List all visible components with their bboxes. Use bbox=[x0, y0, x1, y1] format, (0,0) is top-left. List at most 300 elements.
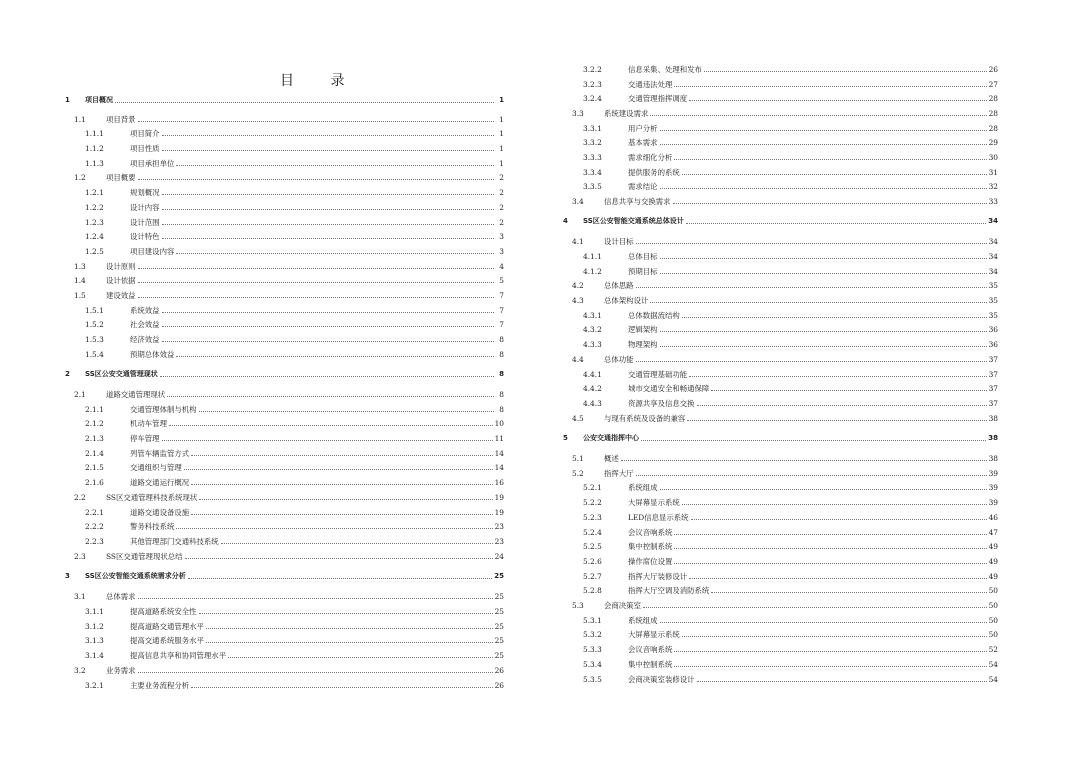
toc-dot-leader bbox=[228, 657, 493, 658]
toc-entry[interactable] bbox=[62, 141, 504, 153]
toc-dot-leader bbox=[691, 519, 987, 520]
toc-entry-label: 交通管理指挥调度 bbox=[628, 94, 688, 103]
toc-entry[interactable] bbox=[62, 490, 504, 502]
toc-entry[interactable] bbox=[62, 534, 504, 546]
toc-dot-leader bbox=[199, 613, 493, 614]
toc-dot-leader bbox=[184, 469, 493, 470]
toc-entry[interactable] bbox=[62, 244, 504, 256]
toc-entry-page: 1 bbox=[499, 115, 504, 124]
toc-entry-label: 指挥大厅空调及消防系统 bbox=[628, 586, 710, 595]
toc-entry[interactable] bbox=[62, 475, 504, 487]
toc-entry-page: 2 bbox=[499, 188, 504, 197]
toc-entry-page: 7 bbox=[499, 320, 504, 329]
toc-dot-leader bbox=[711, 592, 986, 593]
toc-entry-number: 1.2.4 bbox=[85, 232, 104, 241]
toc-entry[interactable] bbox=[560, 525, 998, 537]
toc-entry-number: 1.4 bbox=[74, 276, 86, 285]
toc-entry-number: 1.5.4 bbox=[85, 350, 104, 359]
toc-entry-page: 1 bbox=[499, 96, 504, 104]
toc-dot-leader bbox=[138, 672, 493, 673]
toc-entry-number: 4 bbox=[563, 217, 568, 225]
toc-entry-number: 5.2.8 bbox=[583, 586, 602, 595]
toc-entry-page: 2 bbox=[499, 218, 504, 227]
toc-entry-label: 信息采集、处理和发布 bbox=[628, 65, 702, 74]
toc-dot-leader bbox=[621, 460, 987, 461]
toc-entry-label: 项目背景 bbox=[106, 115, 136, 124]
toc-entry-label: 提高道路系统安全性 bbox=[130, 607, 197, 616]
toc-entry[interactable] bbox=[560, 150, 998, 162]
toc-entry-page: 8 bbox=[499, 350, 504, 359]
toc-entry-number: 5.2.4 bbox=[583, 528, 602, 537]
toc-entry-label: 设计范围 bbox=[130, 218, 160, 227]
toc-entry-number: 3.4 bbox=[572, 197, 584, 206]
toc-dot-leader bbox=[660, 622, 987, 623]
toc-entry-page: 49 bbox=[988, 557, 998, 566]
toc-entry-page: 1 bbox=[499, 129, 504, 138]
toc-entry-label: 其他管理部门交通科技系统 bbox=[130, 537, 219, 546]
toc-entry-number: 4.5 bbox=[572, 414, 584, 423]
toc-entry[interactable] bbox=[560, 194, 998, 206]
toc-entry[interactable] bbox=[560, 569, 998, 581]
toc-entry-page: 49 bbox=[988, 572, 998, 581]
toc-dot-leader bbox=[162, 312, 494, 313]
toc-entry[interactable] bbox=[560, 613, 998, 625]
toc-entry[interactable] bbox=[62, 332, 504, 344]
toc-dot-leader bbox=[191, 484, 492, 485]
toc-entry-number: 5.2.3 bbox=[583, 513, 602, 522]
toc-entry-number: 3.3.1 bbox=[583, 124, 602, 133]
toc-entry-page: 35 bbox=[988, 281, 998, 290]
toc-entry-number: 4.1.2 bbox=[583, 267, 602, 276]
toc-dot-leader bbox=[641, 440, 986, 441]
toc-entry-page: 28 bbox=[988, 124, 998, 133]
toc-entry[interactable] bbox=[560, 249, 998, 261]
toc-entry-label: 提高信息共享和协同管理水平 bbox=[130, 651, 227, 660]
toc-entry-label: 总体目标 bbox=[628, 252, 658, 261]
toc-entry-number: 4.3.2 bbox=[583, 325, 602, 334]
toc-entry-number: 5.2.5 bbox=[583, 542, 602, 551]
toc-entry-page: 50 bbox=[988, 630, 998, 639]
toc-entry[interactable] bbox=[62, 549, 504, 561]
toc-entry-page: 38 bbox=[988, 434, 998, 442]
toc-dot-leader bbox=[176, 356, 494, 357]
toc-entry[interactable] bbox=[560, 337, 998, 349]
toc-entry-page: 49 bbox=[988, 542, 998, 551]
toc-dot-leader bbox=[686, 223, 986, 224]
toc-entry-label: 指挥大厅装修设计 bbox=[628, 572, 688, 581]
toc-entry-label: 与现有系统及设备的兼容 bbox=[604, 414, 686, 423]
toc-entry-number: 5.3.5 bbox=[583, 675, 602, 684]
toc-entry-page: 19 bbox=[494, 493, 504, 502]
toc-entry[interactable] bbox=[62, 387, 504, 399]
toc-dot-leader bbox=[687, 420, 986, 421]
toc-dot-leader bbox=[162, 238, 494, 239]
toc-entry[interactable] bbox=[62, 604, 504, 616]
toc-entry[interactable] bbox=[560, 106, 998, 118]
toc-dot-leader bbox=[636, 361, 987, 362]
toc-entry[interactable] bbox=[560, 91, 998, 103]
toc-entry-number: 4.4.3 bbox=[583, 399, 602, 408]
toc-dot-leader bbox=[636, 475, 987, 476]
toc-entry[interactable] bbox=[560, 352, 998, 364]
toc-entry-label: 主要业务流程分析 bbox=[130, 681, 190, 690]
toc-entry-page: 27 bbox=[988, 80, 998, 89]
toc-entry[interactable] bbox=[560, 214, 998, 226]
toc-entry[interactable] bbox=[560, 234, 998, 246]
toc-dot-leader bbox=[674, 563, 986, 564]
toc-dot-leader bbox=[660, 331, 987, 332]
toc-entry[interactable] bbox=[560, 381, 998, 393]
toc-dot-leader bbox=[191, 514, 492, 515]
toc-entry-page: 25 bbox=[494, 572, 504, 580]
toc-entry[interactable] bbox=[560, 135, 998, 147]
toc-dot-leader bbox=[138, 598, 493, 599]
toc-entry[interactable] bbox=[62, 200, 504, 212]
toc-entry-page: 2 bbox=[499, 203, 504, 212]
toc-entry-number: 2.1.1 bbox=[85, 405, 104, 414]
toc-entry-number: 2 bbox=[65, 370, 70, 378]
toc-dot-leader bbox=[162, 224, 494, 225]
toc-entry[interactable] bbox=[560, 583, 998, 595]
toc-entry[interactable] bbox=[62, 303, 504, 315]
toc-entry-label: 机动车管理 bbox=[130, 419, 167, 428]
toc-dot-leader bbox=[704, 71, 987, 72]
toc-entry-label: 预期总体效益 bbox=[130, 350, 175, 359]
toc-entry-page: 36 bbox=[988, 325, 998, 334]
toc-dot-leader bbox=[697, 681, 987, 682]
toc-dot-leader bbox=[673, 203, 987, 204]
toc-entry-number: 4.3.1 bbox=[583, 311, 602, 320]
toc-entry-number: 1.1.3 bbox=[85, 159, 104, 168]
toc-entry-number: 1.2 bbox=[74, 173, 86, 182]
toc-entry-page: 52 bbox=[988, 645, 998, 654]
toc-entry-page: 37 bbox=[988, 355, 998, 364]
toc-entry-label: 停车管理 bbox=[130, 434, 160, 443]
toc-dot-leader bbox=[191, 455, 492, 456]
toc-entry[interactable] bbox=[62, 229, 504, 241]
toc-entry-label: 资源共享及信息交换 bbox=[628, 399, 695, 408]
toc-entry-number: 3.3 bbox=[572, 109, 584, 118]
toc-entry[interactable] bbox=[62, 347, 504, 359]
toc-entry-number: 5 bbox=[563, 434, 568, 442]
toc-entry-page: 37 bbox=[988, 370, 998, 379]
toc-entry-label: SS区公安智能交通系统需求分析 bbox=[85, 572, 186, 580]
toc-entry[interactable] bbox=[62, 170, 504, 182]
toc-entry-label: 集中控制系统 bbox=[628, 660, 673, 669]
toc-entry-label: 信息共享与交换需求 bbox=[604, 197, 671, 206]
toc-entry[interactable] bbox=[560, 396, 998, 408]
toc-dot-leader bbox=[682, 174, 987, 175]
toc-entry-number: 1.2.2 bbox=[85, 203, 104, 212]
toc-entry-label: 城市交通安全和畅通保障 bbox=[628, 384, 710, 393]
toc-entry[interactable] bbox=[62, 416, 504, 428]
toc-entry-label: 需求结论 bbox=[628, 182, 658, 191]
toc-entry-page: 38 bbox=[988, 414, 998, 423]
toc-entry[interactable] bbox=[62, 505, 504, 517]
toc-entry-page: 3 bbox=[499, 247, 504, 256]
toc-entry-page: 34 bbox=[988, 267, 998, 276]
toc-entry-label: 项目简介 bbox=[130, 129, 160, 138]
toc-entry[interactable] bbox=[560, 672, 998, 684]
toc-entry-label: 系统建设需求 bbox=[604, 109, 649, 118]
toc-entry-label: 操作席位设置 bbox=[628, 557, 673, 566]
toc-entry[interactable] bbox=[62, 678, 504, 690]
toc-entry-label: 提供服务的系统 bbox=[628, 168, 680, 177]
toc-entry[interactable] bbox=[62, 460, 504, 472]
toc-entry[interactable] bbox=[62, 519, 504, 531]
toc-entry[interactable] bbox=[62, 569, 504, 581]
toc-entry-page: 32 bbox=[988, 182, 998, 191]
toc-dot-leader bbox=[115, 102, 494, 103]
toc-entry-page: 26 bbox=[988, 65, 998, 74]
toc-entry[interactable] bbox=[560, 367, 998, 379]
toc-entry[interactable] bbox=[560, 77, 998, 89]
toc-dot-leader bbox=[160, 376, 494, 377]
toc-dot-leader bbox=[636, 287, 987, 288]
toc-entry[interactable] bbox=[560, 642, 998, 654]
toc-entry-page: 24 bbox=[494, 552, 504, 561]
toc-entry-number: 1.5 bbox=[74, 291, 86, 300]
toc-entry-page: 28 bbox=[988, 109, 998, 118]
toc-entry-page: 25 bbox=[494, 607, 504, 616]
toc-entry[interactable] bbox=[560, 62, 998, 74]
toc-entry-page: 35 bbox=[988, 296, 998, 305]
toc-dot-leader bbox=[650, 115, 986, 116]
toc-entry[interactable] bbox=[560, 480, 998, 492]
toc-entry-page: 29 bbox=[988, 138, 998, 147]
toc-entry[interactable] bbox=[62, 112, 504, 124]
toc-entry[interactable] bbox=[62, 215, 504, 227]
toc-entry-label: 社会效益 bbox=[130, 320, 160, 329]
toc-dot-leader bbox=[176, 253, 494, 254]
toc-entry-number: 3.1.1 bbox=[85, 607, 104, 616]
toc-entry-number: 5.2.1 bbox=[583, 483, 602, 492]
toc-entry-number: 2.1.5 bbox=[85, 463, 104, 472]
toc-entry-label: 设计内容 bbox=[130, 203, 160, 212]
toc-dot-leader bbox=[660, 489, 987, 490]
toc-entry[interactable] bbox=[62, 431, 504, 443]
toc-entry[interactable] bbox=[62, 663, 504, 675]
toc-entry[interactable] bbox=[62, 648, 504, 660]
toc-entry[interactable] bbox=[560, 165, 998, 177]
toc-entry[interactable] bbox=[560, 598, 998, 610]
toc-entry-label: 用户分析 bbox=[628, 124, 658, 133]
toc-dot-leader bbox=[138, 179, 494, 180]
toc-entry-page: 4 bbox=[499, 262, 504, 271]
toc-dot-leader bbox=[660, 273, 987, 274]
toc-dot-leader bbox=[167, 396, 494, 397]
toc-dot-leader bbox=[138, 121, 494, 122]
toc-entry-page: 39 bbox=[988, 483, 998, 492]
toc-entry-label: SS区公安智能交通系统总体设计 bbox=[583, 217, 684, 225]
toc-entry-number: 5.3.4 bbox=[583, 660, 602, 669]
toc-entry-number: 2.2 bbox=[74, 493, 86, 502]
toc-entry-label: 项目建设内容 bbox=[130, 247, 175, 256]
toc-entry[interactable] bbox=[62, 273, 504, 285]
toc-entry-number: 5.2.7 bbox=[583, 572, 602, 581]
toc-entry[interactable] bbox=[560, 657, 998, 669]
toc-entry[interactable] bbox=[560, 179, 998, 191]
toc-entry-label: 会议音响系统 bbox=[628, 528, 673, 537]
toc-entry-label: 集中控制系统 bbox=[628, 542, 673, 551]
toc-entry-number: 4.4.1 bbox=[583, 370, 602, 379]
toc-entry-label: 业务需求 bbox=[106, 666, 136, 675]
toc-entry[interactable] bbox=[560, 322, 998, 334]
toc-entry-page: 38 bbox=[988, 454, 998, 463]
toc-entry[interactable] bbox=[560, 466, 998, 478]
toc-entry-page: 25 bbox=[494, 636, 504, 645]
toc-dot-leader bbox=[162, 209, 494, 210]
toc-dot-leader bbox=[660, 130, 987, 131]
toc-entry-page: 1 bbox=[499, 144, 504, 153]
toc-entry[interactable] bbox=[62, 446, 504, 458]
toc-entry[interactable] bbox=[560, 510, 998, 522]
toc-entry-page: 39 bbox=[988, 498, 998, 507]
toc-entry-page: 25 bbox=[494, 592, 504, 601]
toc-entry-label: 概述 bbox=[604, 454, 619, 463]
toc-entry-label: 交通组织与管理 bbox=[130, 463, 182, 472]
toc-entry-page: 47 bbox=[988, 528, 998, 537]
toc-entry-number: 4.4.2 bbox=[583, 384, 602, 393]
toc-entry-number: 5.1 bbox=[572, 454, 584, 463]
toc-entry-label: 道路交通设备设施 bbox=[130, 508, 190, 517]
toc-entry-number: 3.1 bbox=[74, 592, 86, 601]
toc-entry[interactable] bbox=[560, 278, 998, 290]
toc-entry-page: 16 bbox=[494, 478, 504, 487]
toc-entry-number: 3.2.3 bbox=[583, 80, 602, 89]
toc-entry-label: 项目承担单位 bbox=[130, 159, 175, 168]
toc-entry-page: 7 bbox=[499, 306, 504, 315]
toc-entry-number: 3.2.2 bbox=[583, 65, 602, 74]
toc-entry-number: 3.3.2 bbox=[583, 138, 602, 147]
toc-entry-number: 3.2.1 bbox=[85, 681, 104, 690]
toc-dot-leader bbox=[689, 376, 986, 377]
toc-entry-label: 交通管理基础功能 bbox=[628, 370, 688, 379]
toc-entry-label: 预期目标 bbox=[628, 267, 658, 276]
toc-dot-leader bbox=[138, 268, 494, 269]
toc-entry-number: 3.1.3 bbox=[85, 636, 104, 645]
toc-entry[interactable] bbox=[62, 619, 504, 631]
toc-entry-page: 5 bbox=[499, 276, 504, 285]
toc-entry-label: 系统组成 bbox=[628, 616, 658, 625]
toc-entry[interactable] bbox=[560, 121, 998, 133]
toc-entry-page: 39 bbox=[988, 469, 998, 478]
toc-entry-number: 1.2.3 bbox=[85, 218, 104, 227]
toc-entry-label: 大屏幕显示系统 bbox=[628, 630, 680, 639]
toc-entry[interactable] bbox=[560, 411, 998, 423]
toc-entry-page: 26 bbox=[494, 681, 504, 690]
toc-entry[interactable] bbox=[62, 402, 504, 414]
toc-entry-number: 2.1.3 bbox=[85, 434, 104, 443]
toc-entry[interactable] bbox=[560, 264, 998, 276]
toc-entry-number: 2.2.2 bbox=[85, 522, 104, 531]
toc-entry[interactable] bbox=[62, 156, 504, 168]
toc-entry-page: 14 bbox=[494, 449, 504, 458]
toc-entry-label: 指挥大厅 bbox=[604, 469, 634, 478]
toc-entry-label: 会商决策室 bbox=[604, 601, 641, 610]
toc-entry-page: 34 bbox=[988, 237, 998, 246]
toc-entry-page: 25 bbox=[494, 622, 504, 631]
toc-dot-leader bbox=[176, 165, 494, 166]
toc-entry[interactable] bbox=[62, 126, 504, 138]
toc-dot-leader bbox=[221, 543, 493, 544]
toc-entry-number: 3.3.3 bbox=[583, 153, 602, 162]
toc-entry-page: 50 bbox=[988, 601, 998, 610]
toc-entry-label: 道路交通运行概况 bbox=[130, 478, 190, 487]
toc-entry-label: SS区公安交通管理现状 bbox=[85, 370, 158, 378]
toc-dot-leader bbox=[674, 666, 986, 667]
toc-entry-number: 5.3.3 bbox=[583, 645, 602, 654]
toc-entry[interactable] bbox=[560, 495, 998, 507]
toc-entry-label: 交通违法处理 bbox=[628, 80, 673, 89]
toc-entry[interactable] bbox=[62, 589, 504, 601]
toc-dot-leader bbox=[674, 651, 986, 652]
toc-dot-leader bbox=[191, 687, 492, 688]
toc-entry-label: 基本需求 bbox=[628, 138, 658, 147]
toc-dot-leader bbox=[682, 317, 987, 318]
toc-entry-label: 经济效益 bbox=[130, 335, 160, 344]
toc-entry[interactable] bbox=[62, 288, 504, 300]
toc-entry-page: 36 bbox=[988, 340, 998, 349]
toc-dot-leader bbox=[162, 440, 493, 441]
toc-entry-label: 规划概况 bbox=[130, 188, 160, 197]
toc-entry-number: 5.3.1 bbox=[583, 616, 602, 625]
toc-entry-label: 设计依据 bbox=[106, 276, 136, 285]
toc-entry-label: 项目概要 bbox=[106, 173, 136, 182]
toc-entry-page: 31 bbox=[988, 168, 998, 177]
toc-dot-leader bbox=[138, 297, 494, 298]
toc-entry[interactable] bbox=[62, 317, 504, 329]
toc-entry[interactable] bbox=[560, 308, 998, 320]
toc-entry[interactable] bbox=[560, 451, 998, 463]
toc-entry[interactable] bbox=[560, 293, 998, 305]
toc-entry-number: 4.1.1 bbox=[583, 252, 602, 261]
toc-entry-page: 19 bbox=[494, 508, 504, 517]
toc-entry-page: 37 bbox=[988, 384, 998, 393]
toc-entry[interactable] bbox=[62, 185, 504, 197]
toc-entry-number: 1.1.2 bbox=[85, 144, 104, 153]
toc-entry-page: 34 bbox=[988, 217, 998, 225]
toc-entry-number: 3.1.2 bbox=[85, 622, 104, 631]
toc-entry-page: 23 bbox=[494, 522, 504, 531]
toc-entry-label: 会议音响系统 bbox=[628, 645, 673, 654]
toc-entry-number: 4.3.3 bbox=[583, 340, 602, 349]
toc-entry[interactable] bbox=[560, 554, 998, 566]
toc-entry-label: LED信息显示系统 bbox=[628, 513, 689, 522]
toc-entry[interactable] bbox=[62, 93, 504, 105]
toc-entry-number: 3 bbox=[65, 572, 70, 580]
toc-entry[interactable] bbox=[62, 633, 504, 645]
toc-entry[interactable] bbox=[560, 431, 998, 443]
toc-entry-label: 逻辑架构 bbox=[628, 325, 658, 334]
page-title: 目 录 bbox=[280, 73, 361, 89]
toc-entry[interactable] bbox=[560, 539, 998, 551]
toc-entry-number: 1.1.1 bbox=[85, 129, 104, 138]
toc-entry[interactable] bbox=[62, 367, 504, 379]
toc-dot-leader bbox=[689, 578, 986, 579]
toc-entry-label: 大屏幕显示系统 bbox=[628, 498, 680, 507]
toc-entry[interactable] bbox=[62, 259, 504, 271]
toc-entry-label: 道路交通管理现状 bbox=[106, 390, 166, 399]
toc-dot-leader bbox=[674, 534, 986, 535]
toc-dot-leader bbox=[169, 425, 493, 426]
toc-entry-number: 2.1.2 bbox=[85, 419, 104, 428]
toc-entry-number: 3.2 bbox=[74, 666, 86, 675]
toc-entry-label: 交通管理体制与机构 bbox=[130, 405, 197, 414]
toc-entry[interactable] bbox=[560, 627, 998, 639]
toc-entry-page: 10 bbox=[494, 419, 504, 428]
toc-dot-leader bbox=[697, 405, 987, 406]
